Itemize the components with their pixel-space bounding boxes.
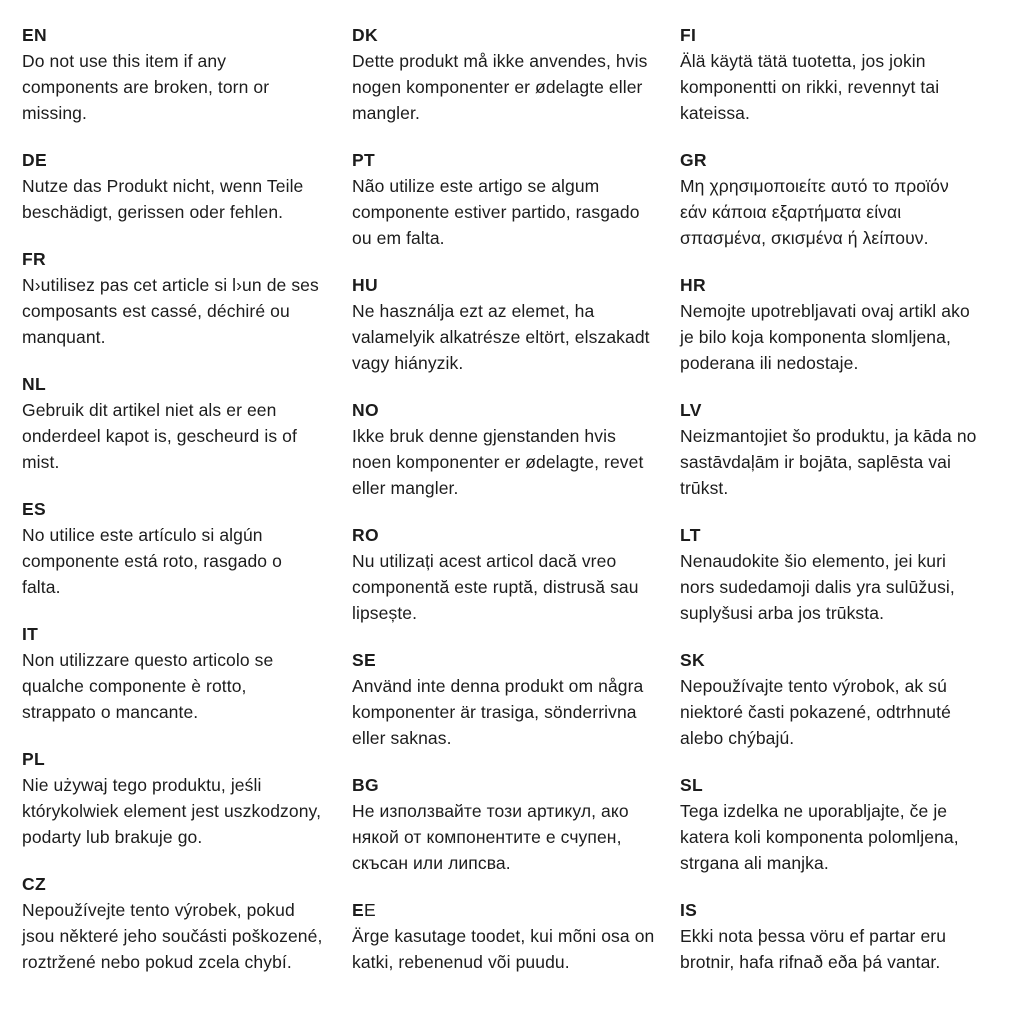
lang-code-ro — [352, 522, 678, 548]
warning-text-line: brotnir, hafa rifnað eða þá vantar. — [680, 952, 941, 972]
lang-code-es — [22, 496, 350, 522]
lang-code-ee — [352, 897, 678, 923]
lang-section-sl — [680, 772, 1016, 876]
warning-text-line: jsou některé jeho součásti poškozené, — [22, 926, 323, 946]
warning-text-line: Μη χρησιμοποιείτε αυτό το προϊόν — [680, 176, 949, 196]
lang-code-lt — [680, 522, 1016, 548]
warning-text-line: Tega izdelka ne uporabljajte, če je — [680, 801, 948, 821]
warning-text-line: manquant. — [22, 327, 106, 347]
lang-code-text: SE — [352, 650, 376, 670]
warning-text-line: composants est cassé, déchiré ou — [22, 301, 290, 321]
lang-code-text: IT — [22, 624, 39, 644]
warning-text-line: Nutze das Produkt nicht, wenn Teile — [22, 176, 304, 196]
warning-text-line: Ne használja ezt az elemet, ha — [352, 301, 595, 321]
warning-text-line: Nu utilizați acest articol dacă vreo — [352, 551, 617, 571]
warning-text-line: katki, rebenenud või puudu. — [352, 952, 570, 972]
lang-code-pt — [352, 147, 678, 173]
warning-text-line: którykolwiek element jest uszkodzony, — [22, 801, 322, 821]
warning-text-line: komponentti on rikki, revennyt tai — [680, 77, 940, 97]
lang-code-text: LT — [680, 525, 701, 545]
lang-section-nl — [22, 371, 350, 475]
lang-section-sk — [680, 647, 1016, 751]
lang-code-se — [352, 647, 678, 673]
warning-text-line: σπασμένα, σκισμένα ή λείπουν. — [680, 228, 929, 248]
lang-code-text: NO — [352, 400, 379, 420]
warning-text-line: poderana ili nedostaje. — [680, 353, 859, 373]
lang-section-is — [680, 897, 1016, 975]
lang-code-fi — [680, 22, 1016, 48]
lang-code-de — [22, 147, 350, 173]
warning-text-line: eller mangler. — [352, 478, 459, 498]
lang-section-lt — [680, 522, 1016, 626]
lang-code-text: HR — [680, 275, 706, 295]
lang-code-gr — [680, 147, 1016, 173]
warning-text-line: скъсан или липсва. — [352, 853, 511, 873]
warning-text-line: Do not use this item if any — [22, 51, 227, 71]
column-right — [680, 22, 1016, 996]
warning-text-line: Nepoužívejte tento výrobek, pokud — [22, 900, 295, 920]
warning-text-line: No utilice este artículo si algún — [22, 525, 263, 545]
warning-text-line: lipsește. — [352, 603, 418, 623]
warning-text-line: qualche componente è rotto, — [22, 676, 247, 696]
lang-code-text: E — [352, 900, 364, 920]
lang-code-text: IS — [680, 900, 698, 920]
lang-code-text: PL — [22, 749, 45, 769]
lang-code-no — [352, 397, 678, 423]
lang-code-en — [22, 22, 350, 48]
lang-section-bg — [352, 772, 678, 876]
warning-text-line: missing. — [22, 103, 87, 123]
warning-text-line: onderdeel kapot is, gescheurd is of — [22, 426, 297, 446]
warning-text-line: falta. — [22, 577, 61, 597]
lang-code-sl — [680, 772, 1016, 798]
warning-text-line: Neizmantojiet šo produktu, ja kāda no — [680, 426, 977, 446]
warning-text-line: alebo chýbajú. — [680, 728, 795, 748]
lang-section-hr — [680, 272, 1016, 376]
warning-text-line: Dette produkt må ikke anvendes, hvis — [352, 51, 648, 71]
lang-code-text: NL — [22, 374, 46, 394]
warning-text-line: valamelyik alkatrésze eltört, elszakadt — [352, 327, 650, 347]
warning-text-line: Ikke bruk denne gjenstanden hvis — [352, 426, 616, 446]
warning-text-line: Använd inte denna produkt om några — [352, 676, 644, 696]
lang-code-lv — [680, 397, 1016, 423]
warning-text-line: Ärge kasutage toodet, kui mõni osa on — [352, 926, 655, 946]
warning-text-line: noen komponenter er ødelagte, revet — [352, 452, 644, 472]
warning-text-line: components are broken, torn or — [22, 77, 270, 97]
warning-text-line: eller saknas. — [352, 728, 452, 748]
lang-section-cz — [22, 871, 350, 975]
lang-code-text: PT — [352, 150, 375, 170]
warning-text-line: εάν κάποια εξαρτήματα είναι — [680, 202, 902, 222]
lang-code-pl — [22, 746, 350, 772]
lang-section-pl — [22, 746, 350, 850]
warning-text-line: Não utilize este artigo se algum — [352, 176, 600, 196]
lang-section-ro — [352, 522, 678, 626]
warning-text-line: vagy hiányzik. — [352, 353, 464, 373]
lang-code-fr — [22, 246, 350, 272]
lang-section-no — [352, 397, 678, 501]
lang-section-de — [22, 147, 350, 225]
warning-text-line: kateissa. — [680, 103, 750, 123]
warning-text-line: Gebruik dit artikel niet als er een — [22, 400, 277, 420]
lang-section-lv — [680, 397, 1016, 501]
warning-text-line: roztržené nebo pokud zcela chybí. — [22, 952, 292, 972]
warning-text-line: beschädigt, gerissen oder fehlen. — [22, 202, 284, 222]
lang-code-text: SL — [680, 775, 703, 795]
lang-code-text: GR — [680, 150, 707, 170]
lang-section-fr — [22, 246, 350, 350]
warning-text-line: componente está roto, rasgado o — [22, 551, 282, 571]
warning-text-line: mangler. — [352, 103, 420, 123]
lang-section-gr — [680, 147, 1016, 251]
lang-code-text: FR — [22, 249, 46, 269]
lang-code-text: EN — [22, 25, 47, 45]
warning-text-line: mist. — [22, 452, 60, 472]
lang-code-it — [22, 621, 350, 647]
warning-text-line: trūkst. — [680, 478, 729, 498]
lang-code-text: LV — [680, 400, 702, 420]
lang-section-fi — [680, 22, 1016, 126]
warning-text-line: nors sudedamoji dalis yra sulūžusi, — [680, 577, 955, 597]
lang-code-sk — [680, 647, 1016, 673]
lang-section-dk — [352, 22, 678, 126]
lang-code-text: CZ — [22, 874, 46, 894]
lang-section-hu — [352, 272, 678, 376]
lang-section-pt — [352, 147, 678, 251]
warning-text-line: sastāvdaļām ir bojāta, saplēsta vai — [680, 452, 951, 472]
warning-text-line: някой от компонентите е счупен, — [352, 827, 622, 847]
lang-code-text: FI — [680, 25, 697, 45]
warning-text-line: niektoré časti pokazené, odtrhnuté — [680, 702, 951, 722]
warning-text-line: Nepoužívajte tento výrobok, ak sú — [680, 676, 947, 696]
lang-code-text: SK — [680, 650, 705, 670]
lang-code-text-light: E — [363, 900, 376, 920]
lang-section-en — [22, 22, 350, 126]
warning-text-line: Ekki nota þessa vöru ef partar eru — [680, 926, 947, 946]
lang-code-is — [680, 897, 1016, 923]
warning-text-line: componente estiver partido, rasgado — [352, 202, 640, 222]
warning-text-line: ou em falta. — [352, 228, 445, 248]
warning-text-line: nogen komponenter er ødelagte eller — [352, 77, 643, 97]
lang-code-cz — [22, 871, 350, 897]
lang-section-se — [352, 647, 678, 751]
lang-code-text: RO — [352, 525, 379, 545]
warning-text-line: komponenter är trasiga, sönderrivna — [352, 702, 637, 722]
warning-text-line: Non utilizzare questo articolo se — [22, 650, 274, 670]
warning-text-line: suplyšusi arba jos trūksta. — [680, 603, 885, 623]
warning-text-line: Nenaudokite šio elemento, jei kuri — [680, 551, 947, 571]
warning-text-line: katera koli komponenta polomljena, — [680, 827, 959, 847]
lang-code-nl — [22, 371, 350, 397]
lang-code-bg — [352, 772, 678, 798]
lang-section-es — [22, 496, 350, 600]
column-middle — [352, 22, 678, 996]
lang-section-it — [22, 621, 350, 725]
warning-text-line: Älä käytä tätä tuotetta, jos jokin — [680, 51, 926, 71]
lang-code-text: HU — [352, 275, 378, 295]
lang-code-dk — [352, 22, 678, 48]
warning-text-line: strgana ali manjka. — [680, 853, 829, 873]
warning-text-line: strappato o mancante. — [22, 702, 199, 722]
warning-text-line: Не използвайте този артикул, ако — [352, 801, 629, 821]
warning-text-line: je bilo koja komponenta slomljena, — [680, 327, 951, 347]
warning-text-line: componentă este ruptă, distrusă sau — [352, 577, 639, 597]
lang-code-hr — [680, 272, 1016, 298]
lang-section-ee — [352, 897, 678, 975]
warning-text-line: N›utilisez pas cet article si l›un de ses — [22, 275, 319, 295]
lang-code-text: DE — [22, 150, 47, 170]
lang-code-text: ES — [22, 499, 46, 519]
lang-code-text: BG — [352, 775, 379, 795]
warning-text-line: Nie używaj tego produktu, jeśli — [22, 775, 262, 795]
warning-text-line: podarty lub brakuje go. — [22, 827, 203, 847]
lang-code-hu — [352, 272, 678, 298]
warning-text-line: Nemojte upotrebljavati ovaj artikl ako — [680, 301, 970, 321]
lang-code-text: DK — [352, 25, 378, 45]
column-left — [22, 22, 350, 996]
